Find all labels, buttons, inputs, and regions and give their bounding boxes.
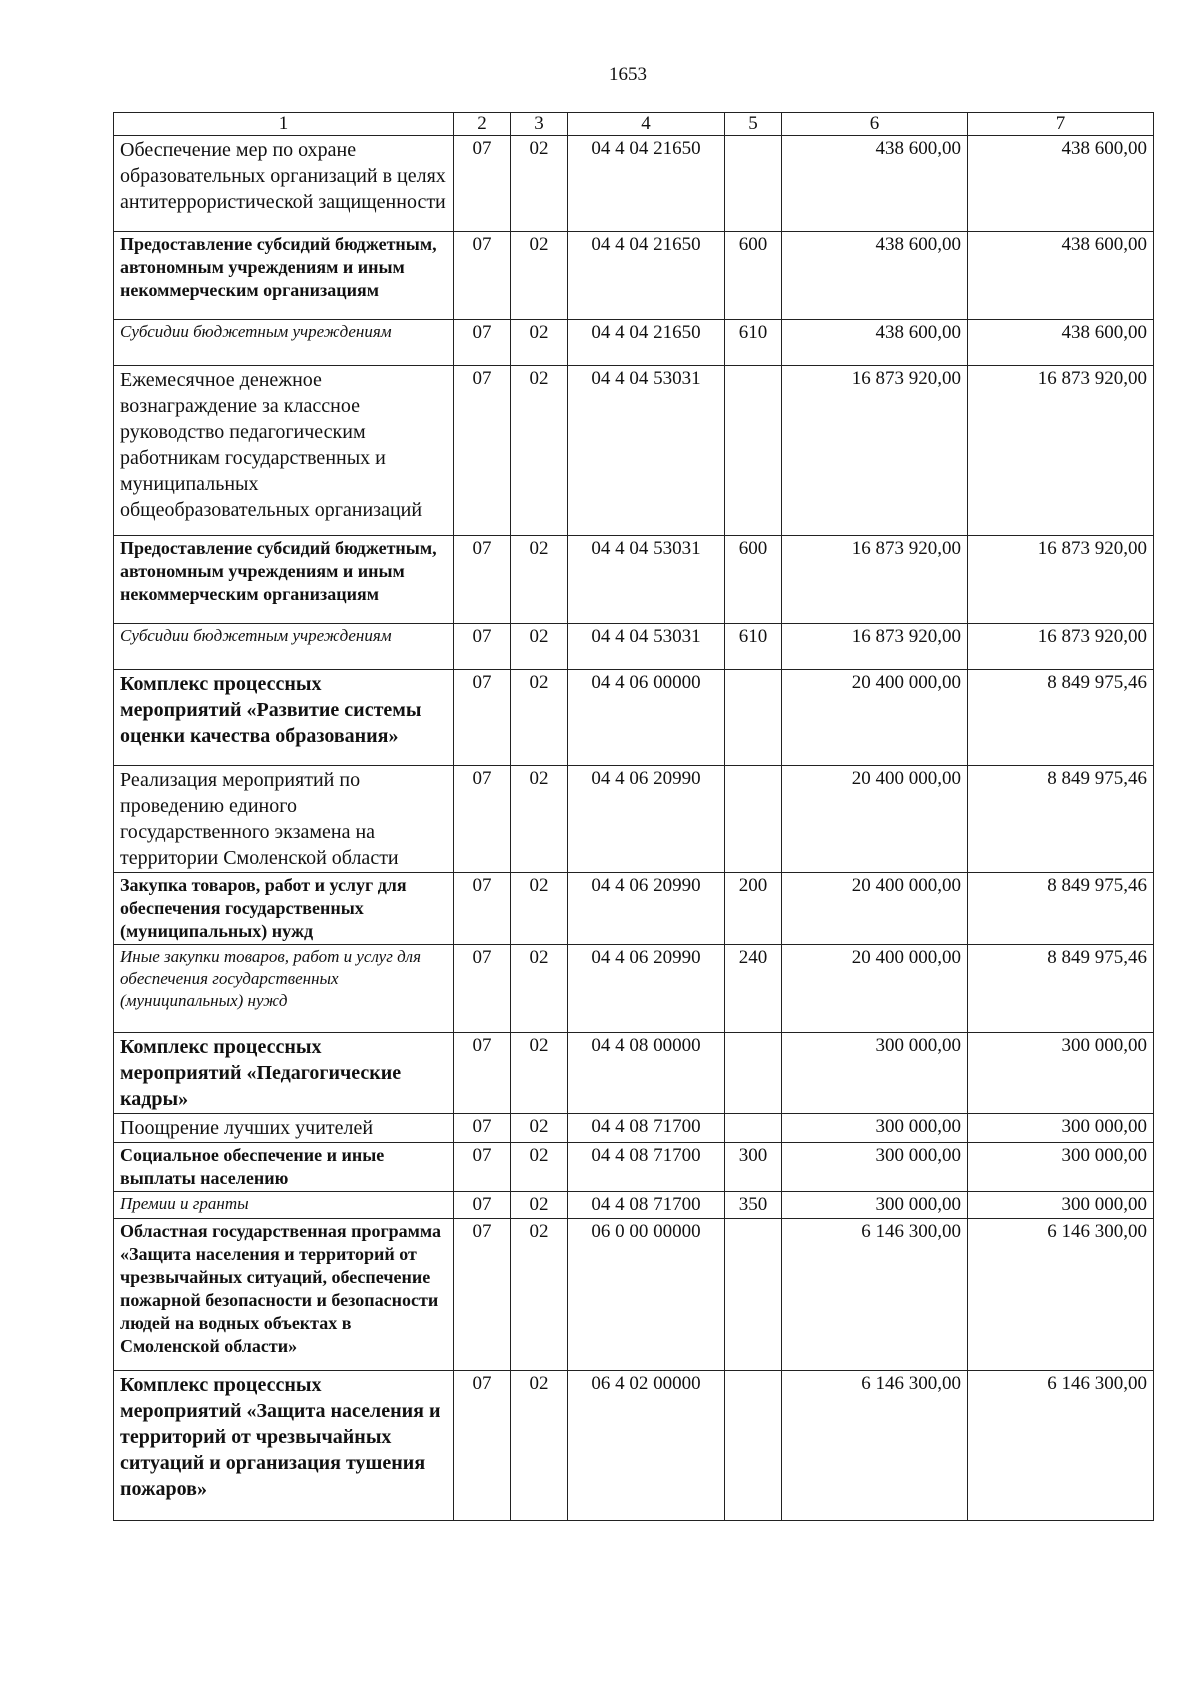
- row-name-cell: Субсидии бюджетным учреждениям: [114, 320, 454, 366]
- target-article-cell: 04 4 06 20990: [568, 766, 725, 873]
- row-name-cell: Субсидии бюджетным учреждениям: [114, 624, 454, 670]
- target-article-cell: 06 0 00 00000: [568, 1219, 725, 1371]
- expense-type-cell: [725, 1219, 782, 1371]
- amount-executed-cell: 6 146 300,00: [968, 1219, 1154, 1371]
- row-name-cell: Ежемесячное денежное вознаграждение за классное руководство педагогическим работникам государственных и муниципальных общеобразовательных организаций: [114, 366, 454, 536]
- amount-planned-cell: 300 000,00: [782, 1114, 968, 1143]
- subsection-cell: 02: [511, 766, 568, 873]
- amount-executed-cell: 16 873 920,00: [968, 624, 1154, 670]
- amount-planned-cell: 16 873 920,00: [782, 366, 968, 536]
- table-row: [114, 1033, 1154, 1114]
- expense-type-cell: 610: [725, 320, 782, 366]
- subsection-cell: 02: [511, 1219, 568, 1371]
- subsection-cell: 02: [511, 670, 568, 766]
- row-name-cell: Обеспечение мер по охране образовательных организаций в целях антитеррористической защищенности: [114, 136, 454, 232]
- row-name-cell: Социальное обеспечение и иные выплаты населению: [114, 1143, 454, 1192]
- target-article-cell: 04 4 04 21650: [568, 136, 725, 232]
- amount-executed-cell: 438 600,00: [968, 232, 1154, 320]
- amount-planned-cell: 300 000,00: [782, 1143, 968, 1192]
- amount-planned-cell: 20 400 000,00: [782, 945, 968, 1033]
- target-article-cell: 04 4 04 53031: [568, 536, 725, 624]
- amount-planned-cell: 20 400 000,00: [782, 670, 968, 766]
- table-row: [114, 945, 1154, 1033]
- subsection-cell: 02: [511, 1143, 568, 1192]
- section-cell: 07: [454, 766, 511, 873]
- subsection-cell: 02: [511, 873, 568, 945]
- row-name-cell: Комплекс процессных мероприятий «Защита населения и территорий от чрезвычайных ситуаций и организация тушения пожаров»: [114, 1371, 454, 1521]
- table-row: [114, 320, 1154, 366]
- table-row: [114, 766, 1154, 873]
- table-row: [114, 1219, 1154, 1371]
- subsection-cell: 02: [511, 1371, 568, 1521]
- table-row: [114, 670, 1154, 766]
- section-cell: 07: [454, 320, 511, 366]
- row-name-cell: Комплекс процессных мероприятий «Педагогические кадры»: [114, 1033, 454, 1114]
- target-article-cell: 04 4 04 53031: [568, 366, 725, 536]
- table-row: [114, 1192, 1154, 1219]
- expense-type-cell: 350: [725, 1192, 782, 1219]
- amount-executed-cell: 300 000,00: [968, 1192, 1154, 1219]
- table-row: [114, 232, 1154, 320]
- amount-executed-cell: 8 849 975,46: [968, 766, 1154, 873]
- amount-planned-cell: 300 000,00: [782, 1033, 968, 1114]
- target-article-cell: 04 4 06 00000: [568, 670, 725, 766]
- row-name-cell: Областная государственная программа «Защита населения и территорий от чрезвычайных ситуаций, обеспечение пожарной безопасности и безопасности людей на водных объектах в Смоленской области»: [114, 1219, 454, 1371]
- section-cell: 07: [454, 136, 511, 232]
- section-cell: 07: [454, 536, 511, 624]
- column-header-1: 1: [114, 113, 454, 136]
- amount-planned-cell: 20 400 000,00: [782, 766, 968, 873]
- table-header-row: [114, 113, 1154, 136]
- section-cell: 07: [454, 945, 511, 1033]
- subsection-cell: 02: [511, 1033, 568, 1114]
- amount-executed-cell: 8 849 975,46: [968, 945, 1154, 1033]
- target-article-cell: 04 4 08 71700: [568, 1143, 725, 1192]
- section-cell: 07: [454, 1143, 511, 1192]
- target-article-cell: 06 4 02 00000: [568, 1371, 725, 1521]
- section-cell: 07: [454, 1219, 511, 1371]
- amount-planned-cell: 438 600,00: [782, 232, 968, 320]
- amount-planned-cell: 16 873 920,00: [782, 624, 968, 670]
- column-header-3: 3: [511, 113, 568, 136]
- target-article-cell: 04 4 04 21650: [568, 232, 725, 320]
- amount-planned-cell: 300 000,00: [782, 1192, 968, 1219]
- expense-type-cell: 600: [725, 536, 782, 624]
- amount-executed-cell: 438 600,00: [968, 320, 1154, 366]
- expense-type-cell: [725, 366, 782, 536]
- target-article-cell: 04 4 04 53031: [568, 624, 725, 670]
- row-name-cell: Иные закупки товаров, работ и услуг для обеспечения государственных (муниципальных) нужд: [114, 945, 454, 1033]
- column-header-7: 7: [968, 113, 1154, 136]
- section-cell: 07: [454, 873, 511, 945]
- target-article-cell: 04 4 08 71700: [568, 1192, 725, 1219]
- column-header-4: 4: [568, 113, 725, 136]
- table-row: [114, 136, 1154, 232]
- target-article-cell: 04 4 04 21650: [568, 320, 725, 366]
- subsection-cell: 02: [511, 136, 568, 232]
- column-header-5: 5: [725, 113, 782, 136]
- amount-executed-cell: 16 873 920,00: [968, 536, 1154, 624]
- table-row: [114, 1371, 1154, 1521]
- section-cell: 07: [454, 232, 511, 320]
- expense-type-cell: [725, 1114, 782, 1143]
- table-body: [114, 136, 1154, 1521]
- amount-executed-cell: 300 000,00: [968, 1114, 1154, 1143]
- amount-planned-cell: 438 600,00: [782, 320, 968, 366]
- expense-type-cell: [725, 1033, 782, 1114]
- section-cell: 07: [454, 624, 511, 670]
- subsection-cell: 02: [511, 1192, 568, 1219]
- amount-planned-cell: 6 146 300,00: [782, 1371, 968, 1521]
- target-article-cell: 04 4 08 00000: [568, 1033, 725, 1114]
- expense-type-cell: [725, 136, 782, 232]
- row-name-cell: Премии и гранты: [114, 1192, 454, 1219]
- section-cell: 07: [454, 1033, 511, 1114]
- table-row: [114, 624, 1154, 670]
- page-number: 1653: [609, 64, 647, 85]
- amount-planned-cell: 438 600,00: [782, 136, 968, 232]
- row-name-cell: Предоставление субсидий бюджетным, автономным учреждениям и иным некоммерческим организациям: [114, 232, 454, 320]
- row-name-cell: Закупка товаров, работ и услуг для обеспечения государственных (муниципальных) нужд: [114, 873, 454, 945]
- expense-type-cell: 200: [725, 873, 782, 945]
- row-name-cell: Комплекс процессных мероприятий «Развитие системы оценки качества образования»: [114, 670, 454, 766]
- column-header-2: 2: [454, 113, 511, 136]
- amount-planned-cell: 20 400 000,00: [782, 873, 968, 945]
- amount-executed-cell: 300 000,00: [968, 1033, 1154, 1114]
- subsection-cell: 02: [511, 945, 568, 1033]
- amount-planned-cell: 6 146 300,00: [782, 1219, 968, 1371]
- amount-executed-cell: 8 849 975,46: [968, 670, 1154, 766]
- table-row: [114, 1143, 1154, 1192]
- expense-type-cell: 240: [725, 945, 782, 1033]
- subsection-cell: 02: [511, 320, 568, 366]
- row-name-cell: Реализация мероприятий по проведению единого государственного экзамена на территории Смоленской области: [114, 766, 454, 873]
- subsection-cell: 02: [511, 536, 568, 624]
- amount-planned-cell: 16 873 920,00: [782, 536, 968, 624]
- table-row: [114, 873, 1154, 945]
- row-name-cell: Предоставление субсидий бюджетным, автономным учреждениям и иным некоммерческим организациям: [114, 536, 454, 624]
- expense-type-cell: 610: [725, 624, 782, 670]
- column-header-6: 6: [782, 113, 968, 136]
- expense-type-cell: 300: [725, 1143, 782, 1192]
- amount-executed-cell: 300 000,00: [968, 1143, 1154, 1192]
- section-cell: 07: [454, 1114, 511, 1143]
- amount-executed-cell: 16 873 920,00: [968, 366, 1154, 536]
- expense-type-cell: [725, 670, 782, 766]
- expense-type-cell: [725, 766, 782, 873]
- amount-executed-cell: 6 146 300,00: [968, 1371, 1154, 1521]
- section-cell: 07: [454, 1371, 511, 1521]
- subsection-cell: 02: [511, 232, 568, 320]
- target-article-cell: 04 4 06 20990: [568, 945, 725, 1033]
- row-name-cell: Поощрение лучших учителей: [114, 1114, 454, 1143]
- section-cell: 07: [454, 366, 511, 536]
- target-article-cell: 04 4 06 20990: [568, 873, 725, 945]
- subsection-cell: 02: [511, 366, 568, 536]
- subsection-cell: 02: [511, 624, 568, 670]
- budget-table: [113, 112, 1154, 1521]
- table-row: [114, 536, 1154, 624]
- amount-executed-cell: 8 849 975,46: [968, 873, 1154, 945]
- amount-executed-cell: 438 600,00: [968, 136, 1154, 232]
- section-cell: 07: [454, 670, 511, 766]
- section-cell: 07: [454, 1192, 511, 1219]
- subsection-cell: 02: [511, 1114, 568, 1143]
- expense-type-cell: 600: [725, 232, 782, 320]
- table-row: [114, 1114, 1154, 1143]
- expense-type-cell: [725, 1371, 782, 1521]
- table-row: [114, 366, 1154, 536]
- target-article-cell: 04 4 08 71700: [568, 1114, 725, 1143]
